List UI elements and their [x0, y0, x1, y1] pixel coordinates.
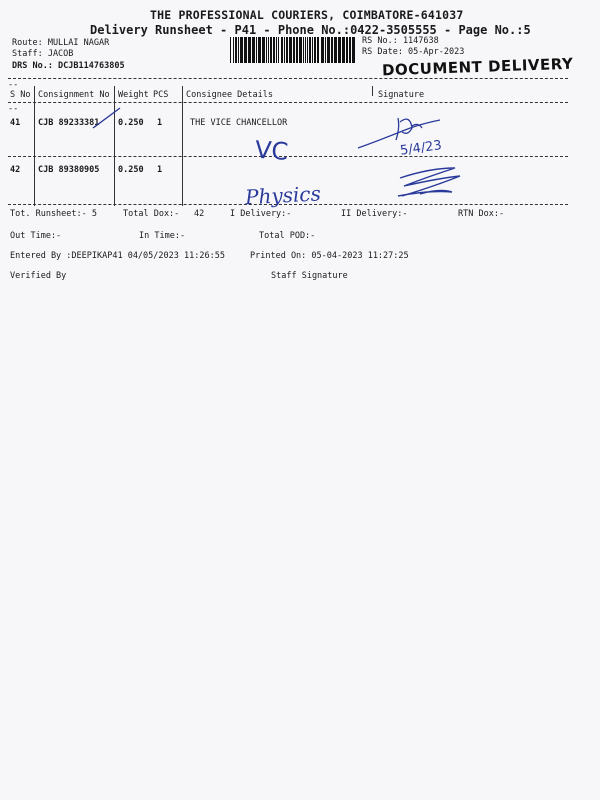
- col-weight: Weight: [118, 90, 149, 100]
- company-title: THE PROFESSIONAL COURIERS, COIMBATORE-641037: [150, 8, 464, 22]
- rs-number: RS No.: 1147638: [362, 36, 439, 46]
- row-sno: 42: [10, 165, 21, 175]
- document-delivery-stamp: DOCUMENT DELIVERY: [381, 54, 574, 80]
- tick-mark: [93, 108, 120, 128]
- verified-by: Verified By: [10, 271, 67, 281]
- drs-number: DRS No.: DCJB114763805: [12, 61, 125, 71]
- row-pcs: 1: [157, 118, 163, 128]
- row-consignment: CJB 89380905: [38, 165, 100, 175]
- staff-label: Staff: JACOB: [12, 49, 74, 59]
- dash-mark-2: --: [8, 104, 19, 114]
- row-weight: 0.250: [118, 118, 144, 128]
- row-weight: 0.250: [118, 165, 144, 175]
- handwritten-vc: VC: [254, 135, 290, 166]
- dash-mark: --: [8, 80, 19, 90]
- rtn-dox: RTN Dox:-: [458, 209, 505, 219]
- route-label: Route: MULLAI NAGAR: [12, 38, 110, 48]
- entered-by: Entered By :DEEPIKAP41 04/05/2023 11:26:55: [10, 251, 225, 261]
- row-consignment: CJB 89233381: [38, 118, 100, 128]
- signature-date: 5/4/23: [399, 138, 443, 159]
- tot-runsheet: Tot. Runsheet:- 5: [10, 209, 97, 219]
- total-pod: Total POD:-: [259, 231, 316, 241]
- col-consignment: Consignment No: [38, 90, 110, 100]
- handwritten-physics: Physics: [244, 181, 322, 210]
- col-signature: Signature: [378, 90, 425, 100]
- row-pcs: 1: [157, 165, 163, 175]
- out-time: Out Time:-: [10, 231, 62, 241]
- ii-delivery: II Delivery:-: [341, 209, 408, 219]
- row-sno: 41: [10, 118, 21, 128]
- row-consignee: THE VICE CHANCELLOR: [190, 118, 288, 128]
- signature-1: [358, 118, 443, 159]
- runsheet-title: Delivery Runsheet - P41 - Phone No.:0422-3505555 - Page No.:5: [90, 23, 531, 37]
- col-sno: S No: [10, 90, 31, 100]
- staff-signature: Staff Signature: [271, 271, 348, 281]
- total-dox-value: 42: [194, 209, 205, 219]
- signature-2: [398, 168, 460, 196]
- i-delivery: I Delivery:-: [230, 209, 292, 219]
- rs-date: RS Date: 05-Apr-2023: [362, 47, 465, 57]
- total-dox-label: Total Dox:-: [123, 209, 180, 219]
- col-consignee: Consignee Details: [186, 90, 273, 100]
- col-pcs: PCS: [153, 90, 169, 100]
- printed-on: Printed On: 05-04-2023 11:27:25: [250, 251, 409, 261]
- in-time: In Time:-: [139, 231, 186, 241]
